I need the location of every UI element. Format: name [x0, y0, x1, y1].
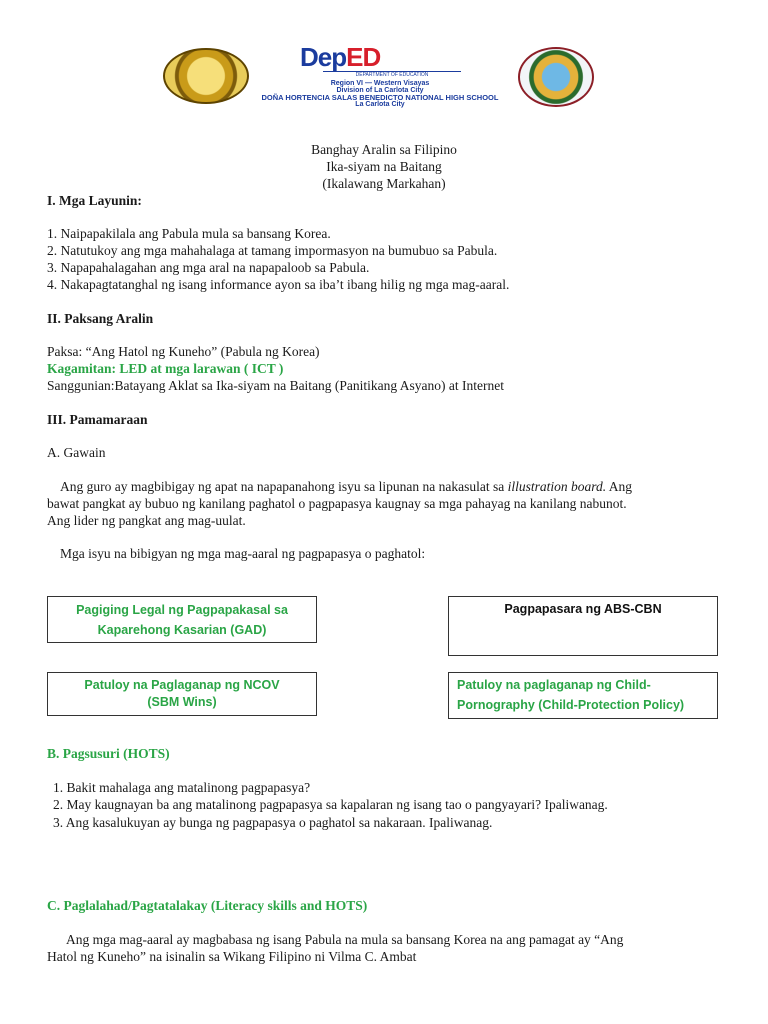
- pamamaraan-heading: III. Pamamaraan: [47, 412, 148, 427]
- issue-box-gad-line2: Kaparehong Kasarian (GAD): [97, 623, 267, 637]
- mga-isyu-line: Mga isyu na bibigyan ng mga mag-aaral ng pagpapasya o paghatol:: [60, 546, 426, 561]
- issue-box-child-protection: [448, 672, 718, 719]
- layunin-item-1: 1. Naipapakilala ang Pabula mula sa bansang Korea.: [47, 226, 331, 241]
- pagsusuri-item-3: 3. Ang kasalukuyan ay bunga ng pagpapasya o paghatol sa nakaraan. Ipaliwanag.: [53, 815, 493, 830]
- issue-box-gad: [47, 596, 317, 643]
- deped-logo: [300, 42, 460, 72]
- letterhead-division: Division of La Carlota City: [336, 87, 424, 94]
- layunin-item-3: 3. Napapahalagahan ang mga aral na napapaloob sa Pabula.: [47, 260, 370, 275]
- issue-box-ncov: [47, 672, 317, 716]
- paksang-aralin-heading: II. Paksang Aralin: [47, 311, 154, 326]
- paglalahad-line1: Ang mga mag-aaral ay magbabasa ng isang Pabula na mula sa bansang Korea na ang pamagat ay “Ang: [66, 932, 624, 947]
- letterhead-city: La Carlota City: [355, 101, 405, 108]
- paglalahad-heading: C. Paglalahad/Pagtatalakay (Literacy skills and HOTS): [47, 898, 368, 913]
- issue-box-abs-cbn-line1: Pagpapasara ng ABS-CBN: [504, 602, 662, 616]
- pagsusuri-heading: B. Pagsusuri (HOTS): [47, 746, 170, 761]
- gawain-p1-text-b: Ang: [606, 479, 633, 494]
- issue-box-child-line1: Patuloy na paglaganap ng Child-: [457, 678, 651, 692]
- issue-box-abs-cbn: [448, 596, 718, 656]
- layunin-item-4: 4. Nakapagtatanghal ng isang informance ayon sa iba’t ibang hilig ng mga mag-aaral.: [47, 277, 510, 292]
- pagsusuri-item-2: 2. May kaugnayan ba ang matalinong pagpapasya sa kapalaran ng isang tao o pangyayari? Ipaliwanag.: [53, 797, 608, 812]
- paksa-line: Paksa: “Ang Hatol ng Kuneho” (Pabula ng Korea): [47, 344, 320, 359]
- letterhead-school: DOÑA HORTENCIA SALAS BENEDICTO NATIONAL HIGH SCHOOL: [261, 93, 499, 102]
- issue-box-gad-line1: Pagiging Legal ng Pagpapakasal sa: [76, 603, 288, 617]
- issue-box-child-line2: Pornography (Child-Protection Policy): [457, 698, 685, 712]
- gawain-paragraph-line1: [60, 479, 632, 495]
- doc-title-line3: (Ikalawang Markahan): [322, 176, 446, 191]
- paglalahad-line2: Hatol ng Kuneho” na isinalin sa Wikang Filipino ni Vilma C. Ambat: [47, 949, 417, 964]
- gawain-p1-italic: illustration board.: [507, 479, 607, 494]
- doc-title-line1: Banghay Aralin sa Filipino: [311, 142, 457, 157]
- sanggunian-line: Sanggunian:Batayang Aklat sa Ika-siyam na Baitang (Panitikang Asyano) at Internet: [47, 378, 505, 393]
- deped-subtitle: DEPARTMENT OF EDUCATION: [323, 71, 461, 80]
- gawain-paragraph-line2: bawat pangkat ay bubuo ng kanilang paghatol o pagpapasya kaugnay sa mga pahayag na kanilang nabunot.: [47, 496, 627, 511]
- kagamitan-line: Kagamitan: LED at mga larawan ( ICT ): [47, 361, 284, 376]
- gawain-heading: A. Gawain: [47, 445, 106, 460]
- letterhead-region: Region VI — Western Visayas: [330, 80, 430, 87]
- deped-logo-ed: ED: [346, 42, 381, 72]
- issue-box-ncov-line2: (SBM Wins): [147, 695, 217, 709]
- deped-logo-text: Dep: [300, 42, 347, 72]
- layunin-item-2: 2. Natutukoy ang mga mahahalaga at tamang impormasyon na bumubuo sa Pabula.: [47, 243, 498, 258]
- layunin-heading: I. Mga Layunin:: [47, 193, 142, 208]
- doc-title-line2: Ika-siyam na Baitang: [326, 159, 442, 174]
- gawain-p1-text-a: Ang guro ay magbibigay ng apat na napapanahong isyu sa lipunan na nakasulat sa: [60, 479, 508, 494]
- issue-box-ncov-line1: Patuloy na Paglaganap ng NCOV: [84, 678, 280, 692]
- pagsusuri-item-1: 1. Bakit mahalaga ang matalinong pagpapasya?: [53, 780, 311, 795]
- gawain-paragraph-line3: Ang lider ng pangkat ang mag-uulat.: [47, 513, 246, 528]
